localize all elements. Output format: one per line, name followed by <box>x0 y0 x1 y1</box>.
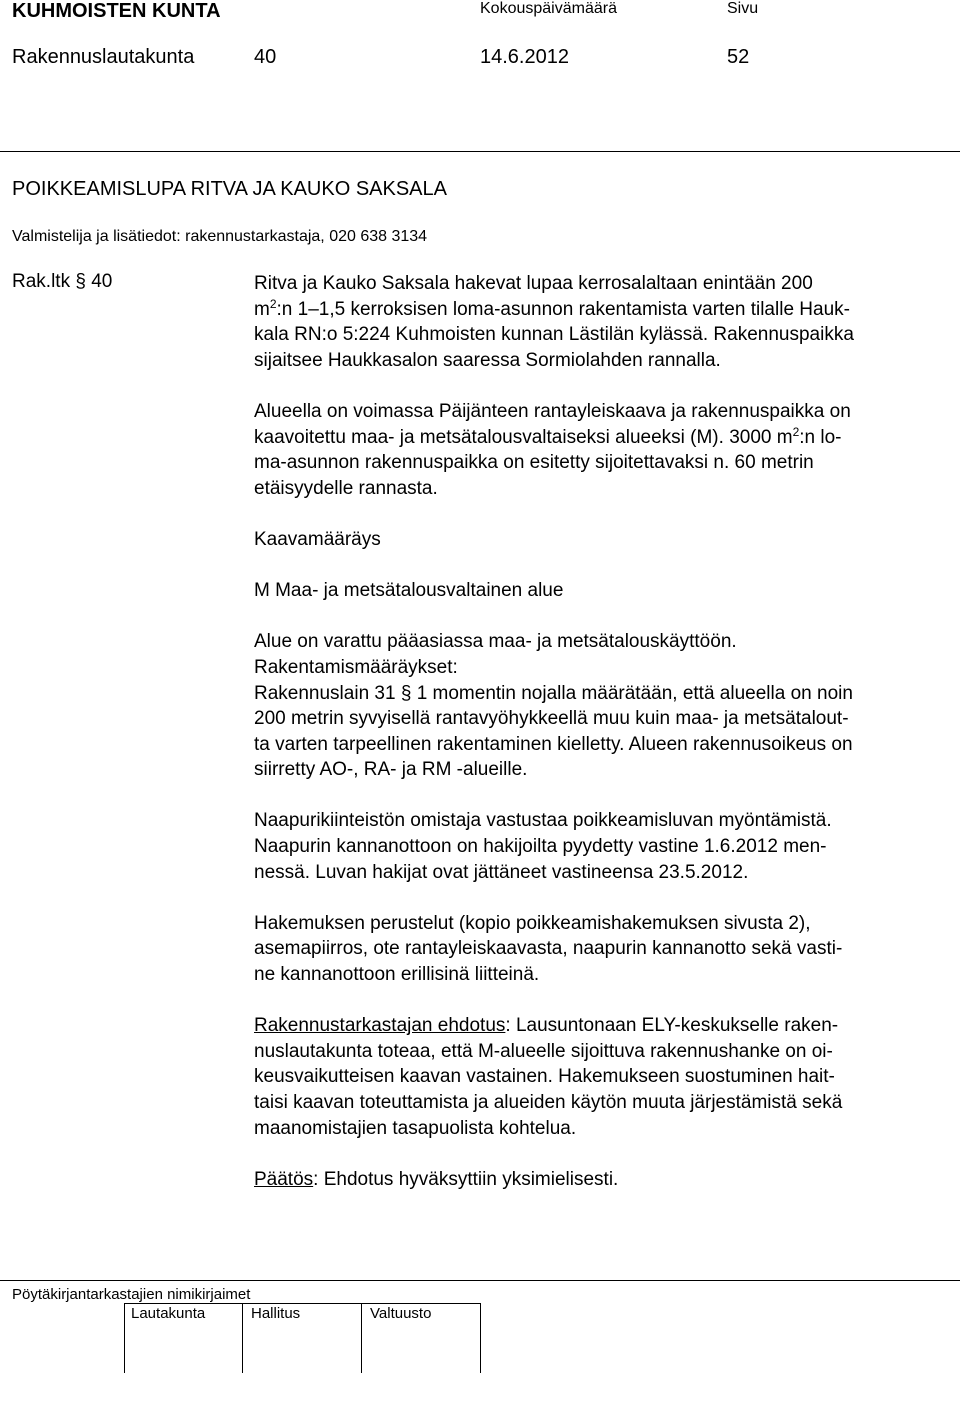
section-ref-number: 40 <box>91 271 113 292</box>
board-name: Rakennuslautakunta <box>12 46 195 68</box>
paragraph-neighbor: Naapurikiinteistön omistaja vastustaa poikkeamisluvan myöntämistä. Naapurin kannanottoon on hakijoilta pyydetty vastine 1.6.2012 men- nessä. Luvan hakijat ovat jättäneet vastineensa 23.5.2012. <box>254 810 832 883</box>
page-label: Sivu <box>727 0 759 17</box>
meeting-date: 14.6.2012 <box>480 46 569 68</box>
footer-divider <box>0 1280 960 1281</box>
paragraph-regulations: Alue on varattu pääasiassa maa- ja metsätalouskäyttöön. Rakentamismääräykset: Rakennuslain 31 § 1 momentin nojalla määrätään, että alueella on noin 200 metrin syvyisellä rantavyöhykkeellä muu kuin maa- ja metsätalout- ta varten tarpeellinen rakentaminen kielletty. Alueen rakennusoikeus on siirretty AO-, RA- ja RM -alueille. <box>254 631 853 781</box>
document-title: POIKKEAMISLUPA RITVA JA KAUKO SAKSALA <box>12 178 447 200</box>
preparer-info: Valmistelija ja lisätiedot: rakennustarkastaja, 020 638 3134 <box>12 228 428 245</box>
paragraph-proposal: Rakennustarkastajan ehdotus: Lausuntonaan ELY-keskukselle raken- nuslautakunta toteaa, että M-alueelle sijoittuva rakennushanke on oi- keusvaikutteisen kaavan vastainen. Hakemukseen suostuminen hait- taisi kaavan toteuttamista ja alueiden käytön muuta järjestämistä sekä maanomistajien tasapuolista kohtelua. <box>254 1015 843 1139</box>
paragraph-zoning-regulation-heading: Kaavamääräys <box>254 528 381 550</box>
meeting-date-label: Kokouspäivämäärä <box>480 0 617 17</box>
page-number: 52 <box>727 46 750 68</box>
signature-col-government: Hallitus <box>251 1305 301 1322</box>
paragraph-decision: Päätös: Ehdotus hyväksyttiin yksimielisesti. <box>254 1168 619 1190</box>
signatures-label: Pöytäkirjantarkastajien nimikirjaimet <box>12 1286 251 1303</box>
paragraph-zoning: Alueella on voimassa Päijänteen rantayleiskaava ja rakennuspaikka on kaavoitettu maa- ja metsätalousvaltaiseksi alueeksi (M). 3000 $m^2:n$ lo- ma-asunnon rakennuspaikka on esitetty sijoitettavaksi n. 60 metrin etäisyydelle rannasta. <box>254 400 851 499</box>
decision-label: Päätös <box>254 1168 314 1190</box>
paragraph-application: Ritva ja Kauko Saksala hakevat lupaa kerrosalaltaan enintään 200 $m^2:n$ 1–1,5 kerroksisen loma-asunnon rakentamista varten tilalle Hauk- kala RN:o 5:224 Kuhmoisten kunnan Lästilän kylässä. Rakennuspaikka sijaitsee Haukkasalon saaressa Sormiolahden rannalla. <box>254 273 854 371</box>
signature-separator <box>242 1303 243 1373</box>
document-body <box>254 271 954 1192</box>
proposal-label: Rakennustarkastajan ehdotus <box>254 1015 506 1037</box>
organization-name: KUHMOISTEN KUNTA <box>12 0 221 22</box>
signature-col-board: Lautakunta <box>131 1305 206 1322</box>
signature-col-council: Valtuusto <box>370 1305 432 1322</box>
paragraph-zone-type: M Maa- ja metsätalousvaltainen alue <box>254 580 564 602</box>
signature-separator <box>480 1303 481 1373</box>
signature-table-top <box>124 1303 480 1304</box>
signature-separator <box>124 1303 125 1373</box>
section-prefix: Rak.ltk <box>12 271 71 292</box>
signature-separator <box>361 1303 362 1373</box>
section-number: 40 <box>254 46 277 68</box>
section-reference <box>12 271 112 293</box>
section-symbol: § <box>400 682 412 704</box>
header-divider <box>0 151 960 152</box>
paragraph-attachments: Hakemuksen perustelut (kopio poikkeamishakemuksen sivusta 2), asemapiirros, ote rantayleiskaavasta, naapurin kannanotto sekä vasti- ne kannanottoon erillisinä liitteinä. <box>254 912 843 986</box>
section-symbol: § <box>75 271 86 292</box>
